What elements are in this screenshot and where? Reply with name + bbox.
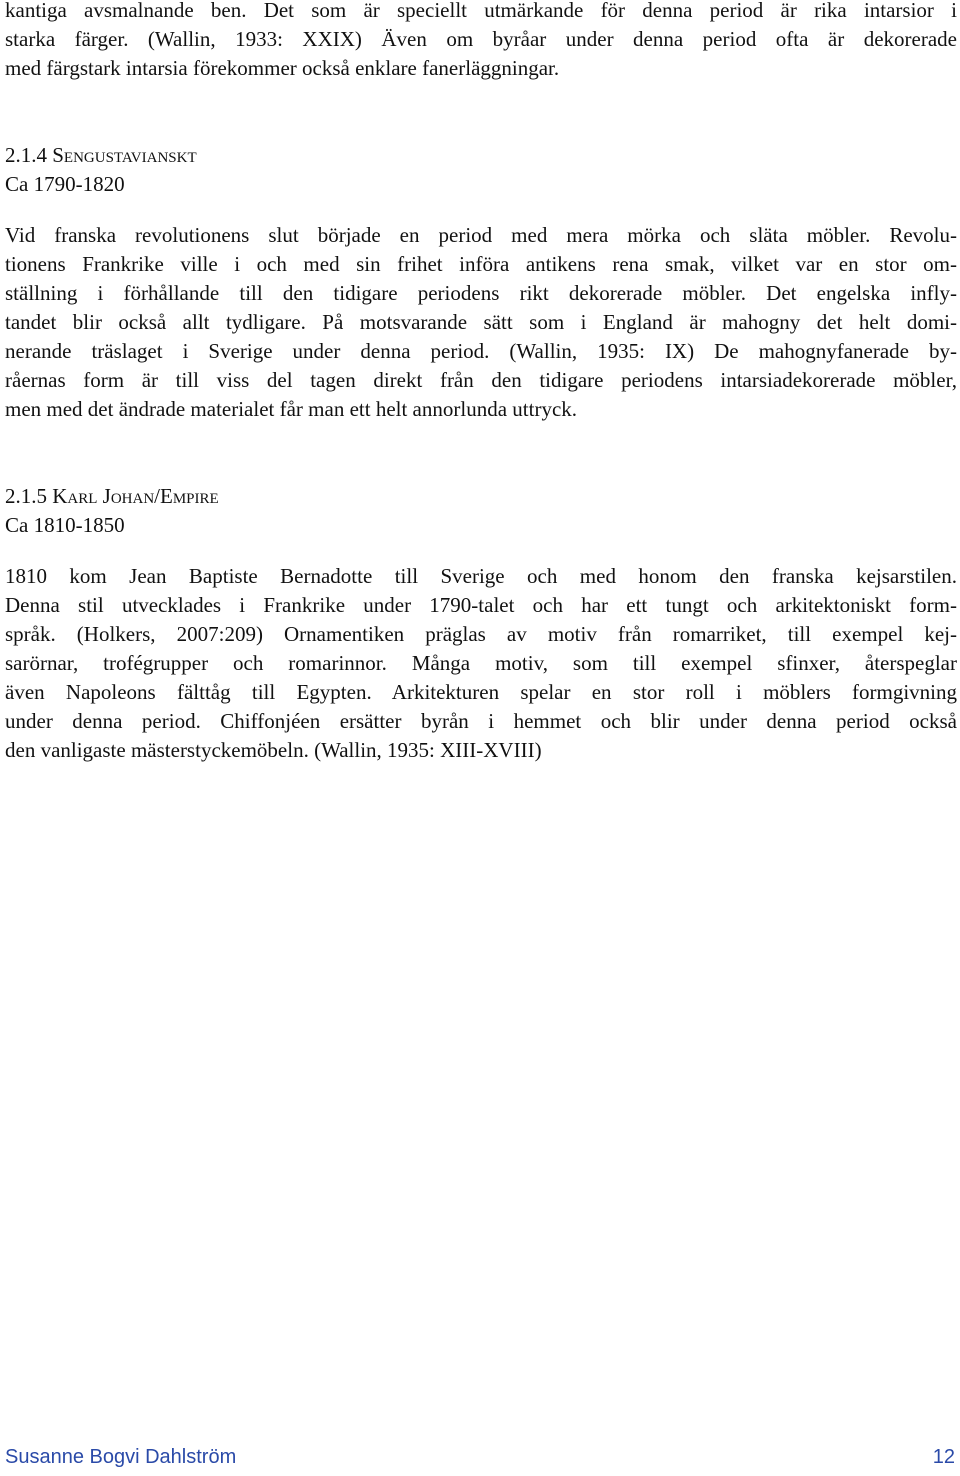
footer-author: Susanne Bogvi Dahlström xyxy=(5,1446,237,1468)
section-title: Sengustavianskt xyxy=(52,143,197,167)
paragraph-line: ställning i förhållande till den tidigare periodens rikt dekorerade möbler. Det engelska infly- xyxy=(5,281,957,305)
page-number: 12 xyxy=(932,1446,955,1468)
paragraph-line: den vanligaste mästerstyckemöbeln. (Wallin, 1935: XIII-XVIII) xyxy=(5,738,542,762)
paragraph-line: nerande träslaget i Sverige under denna period. (Wallin, 1935: IX) De mahognyfanerade by- xyxy=(5,339,957,363)
paragraph-line: starka färger. (Wallin, 1933: XXIX) Även om byråar under denna period ofta är dekorerade xyxy=(5,27,957,51)
section-title-part2: Empire xyxy=(160,484,219,508)
section-heading-214 xyxy=(5,141,957,199)
paragraph-line: kantiga avsmalnande ben. Det som är speciellt utmärkande för denna period är rika intarsior i xyxy=(5,0,957,22)
paragraph-line: råernas form är till viss del tagen direkt från den tidigare periodens intarsiadekorerade möbler, xyxy=(5,368,957,392)
section-title-part1: Karl Johan xyxy=(52,484,155,508)
section-body-214 xyxy=(5,221,957,424)
section-body-215 xyxy=(5,562,957,765)
paragraph-line: tandet blir också allt tydligare. På motsvarande sätt som i England är mahogny det helt domi- xyxy=(5,310,957,334)
paragraph-line: även Napoleons fälttåg till Egypten. Arkitekturen spelar en stor roll i möblers formgivning xyxy=(5,680,957,704)
paragraph-line: sarörnar, trofégrupper och romarinnor. Många motiv, som till exempel sfinxer, återspeglar xyxy=(5,651,957,675)
section-number: 2.1.5 xyxy=(5,484,47,508)
section-period: Ca 1790-1820 xyxy=(5,172,125,196)
section-period: Ca 1810-1850 xyxy=(5,513,125,537)
intro-paragraph xyxy=(5,0,957,83)
paragraph-line: under denna period. Chiffonjéen ersätter byrån i hemmet och blir under denna period också xyxy=(5,709,957,733)
section-heading-215 xyxy=(5,482,957,540)
paragraph-line: Vid franska revolutionens slut började en period med mera mörka och släta möbler. Revolu- xyxy=(5,223,957,247)
section-number: 2.1.4 xyxy=(5,143,47,167)
section-title-separator: / xyxy=(154,484,161,508)
paragraph-line: tionens Frankrike ville i och med sin frihet införa antikens rena smak, vilket var en stor om- xyxy=(5,252,957,276)
paragraph-line: men med det ändrade materialet får man ett helt annorlunda uttryck. xyxy=(5,397,578,421)
page-footer xyxy=(5,1446,955,1474)
paragraph-line: Denna stil utvecklades i Frankrike under 1790-talet och har ett tungt och arkitektoniskt form- xyxy=(5,593,957,617)
paragraph-line: språk. (Holkers, 2007:209) Ornamentiken präglas av motiv från romarriket, till exempel kej- xyxy=(5,622,957,646)
paragraph-line: med färgstark intarsia förekommer också enklare fanerläggningar. xyxy=(5,56,560,80)
paragraph-line: 1810 kom Jean Baptiste Bernadotte till Sverige och med honom den franska kejsarstilen. xyxy=(5,564,957,588)
